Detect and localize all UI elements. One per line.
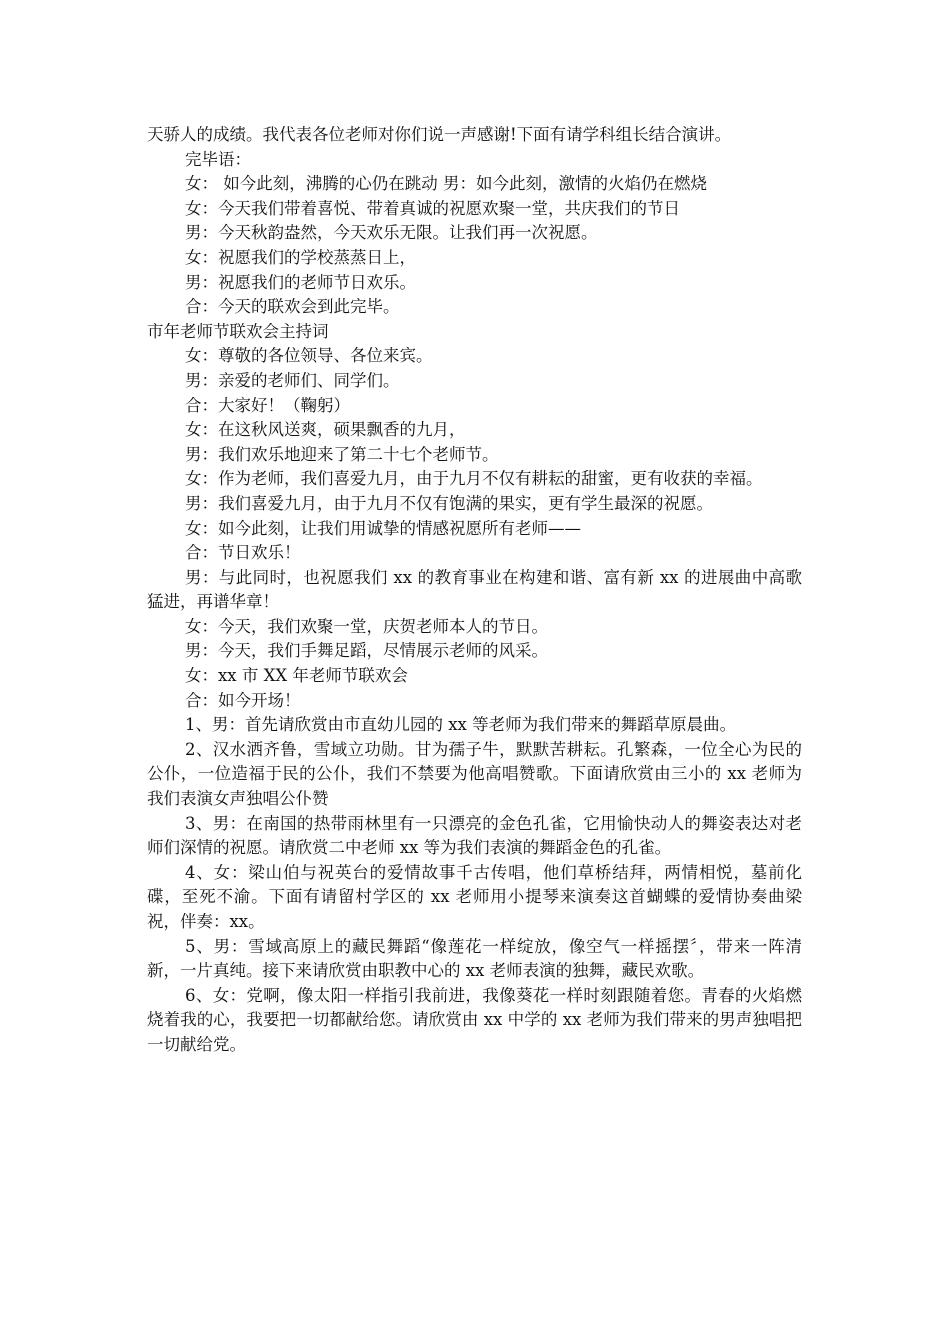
body-paragraph: 6、女：党啊，像太阳一样指引我前进，我像葵花一样时刻跟随着您。青春的火焰燃烧着我的心，我要把一切都献给您。请欣赏由 xx 中学的 xx 老师为我们带来的男声独唱把一切献给党。 [147,985,802,1054]
body-paragraph: 男：今天，我们手舞足蹈，尽情展示老师的风采。 [185,641,548,661]
body-paragraph: 女：今天我们带着喜悦、带着真诚的祝愿欢聚一堂，共庆我们的节日 [185,198,680,218]
body-paragraph: 合：今天的联欢会到此完毕。 [185,297,400,317]
body-paragraph: 合：节日欢乐！ [185,543,301,563]
flush-paragraph: 市年老师节联欢会主持词 [147,321,329,341]
body-paragraph: 5、男：雪域高原上的藏民舞蹈“像莲花一样绽放，像空气一样摇摆〞，带来一阵清新，一片真纯。接下来请欣赏由职教中心的 xx 老师表演的独舞，藏民欢歌。 [147,936,802,981]
document-body [147,123,802,1058]
body-paragraph: 4、女：梁山伯与祝英台的爱情故事千古传唱，他们草桥结拜，两情相悦，墓前化碟，至死不渝。下面有请留村学区的 xx 老师用小提琴来演奏这首蝴蝶的爱情协奏曲梁祝，伴奏：xx。 [147,862,802,931]
body-paragraph: 3、男：在南国的热带雨林里有一只漂亮的金色孔雀，它用愉快动人的舞姿表达对老师们深情的祝愿。请欣赏二中老师 xx 等为我们表演的舞蹈金色的孔雀。 [147,813,802,858]
body-paragraph: 女：今天，我们欢聚一堂，庆贺老师本人的节日。 [185,616,548,636]
body-paragraph: 女： 如今此刻，沸腾的心仍在跳动 男：如今此刻，激情的火焰仍在燃烧 [185,174,707,194]
body-paragraph: 2、汉水洒齐鲁，雪域立功勋。甘为孺子牛，默默苦耕耘。孔繁森，一位全心为民的公仆，一位造福于民的公仆，我们不禁要为他高唱赞歌。下面请欣赏由三小的 xx 老师为我们表演女声独唱公仆赞 [147,739,802,809]
body-paragraph: 女：尊敬的各位领导、各位来宾。 [185,346,433,366]
body-paragraph: 男：我们欢乐地迎来了第二十七个老师节。 [185,444,499,464]
body-paragraph: 男：今天秋韵盎然，今天欢乐无限。让我们再一次祝愿。 [185,223,598,243]
body-paragraph: 1、男：首先请欣赏由市直幼儿园的 xx 等老师为我们带来的舞蹈草原晨曲。 [185,715,737,735]
body-paragraph: 女：xx 市 XX 年老师节联欢会 [185,666,408,686]
body-paragraph: 合：大家好！（鞠躬） [185,395,350,415]
body-paragraph: 男：祝愿我们的老师节日欢乐。 [185,272,416,292]
body-paragraph: 合：如今开场！ [185,690,301,710]
body-paragraph: 女：如今此刻，让我们用诚挚的情感祝愿所有老师—— [185,518,581,538]
body-paragraph: 男：亲爱的老师们、同学们。 [185,370,400,390]
body-paragraph: 女：祝愿我们的学校蒸蒸日上， [185,247,416,267]
flush-paragraph: 天骄人的成绩。我代表各位老师对你们说一声感谢!下面有请学科组长结合演讲。 [147,125,732,144]
body-paragraph: 完毕语： [185,149,251,169]
body-paragraph: 男：与此同时，也祝愿我们 xx 的教育事业在构建和谐、富有新 xx 的进展曲中高歌猛进，再谱华章！ [147,567,802,612]
body-paragraph: 女：在这秋风送爽，硕果飘香的九月， [185,420,466,440]
body-paragraph: 女：作为老师，我们喜爱九月，由于九月不仅有耕耘的甜蜜，更有收获的幸福。 [185,469,763,489]
body-paragraph: 男：我们喜爱九月，由于九月不仅有饱满的果实，更有学生最深的祝愿。 [185,493,713,513]
